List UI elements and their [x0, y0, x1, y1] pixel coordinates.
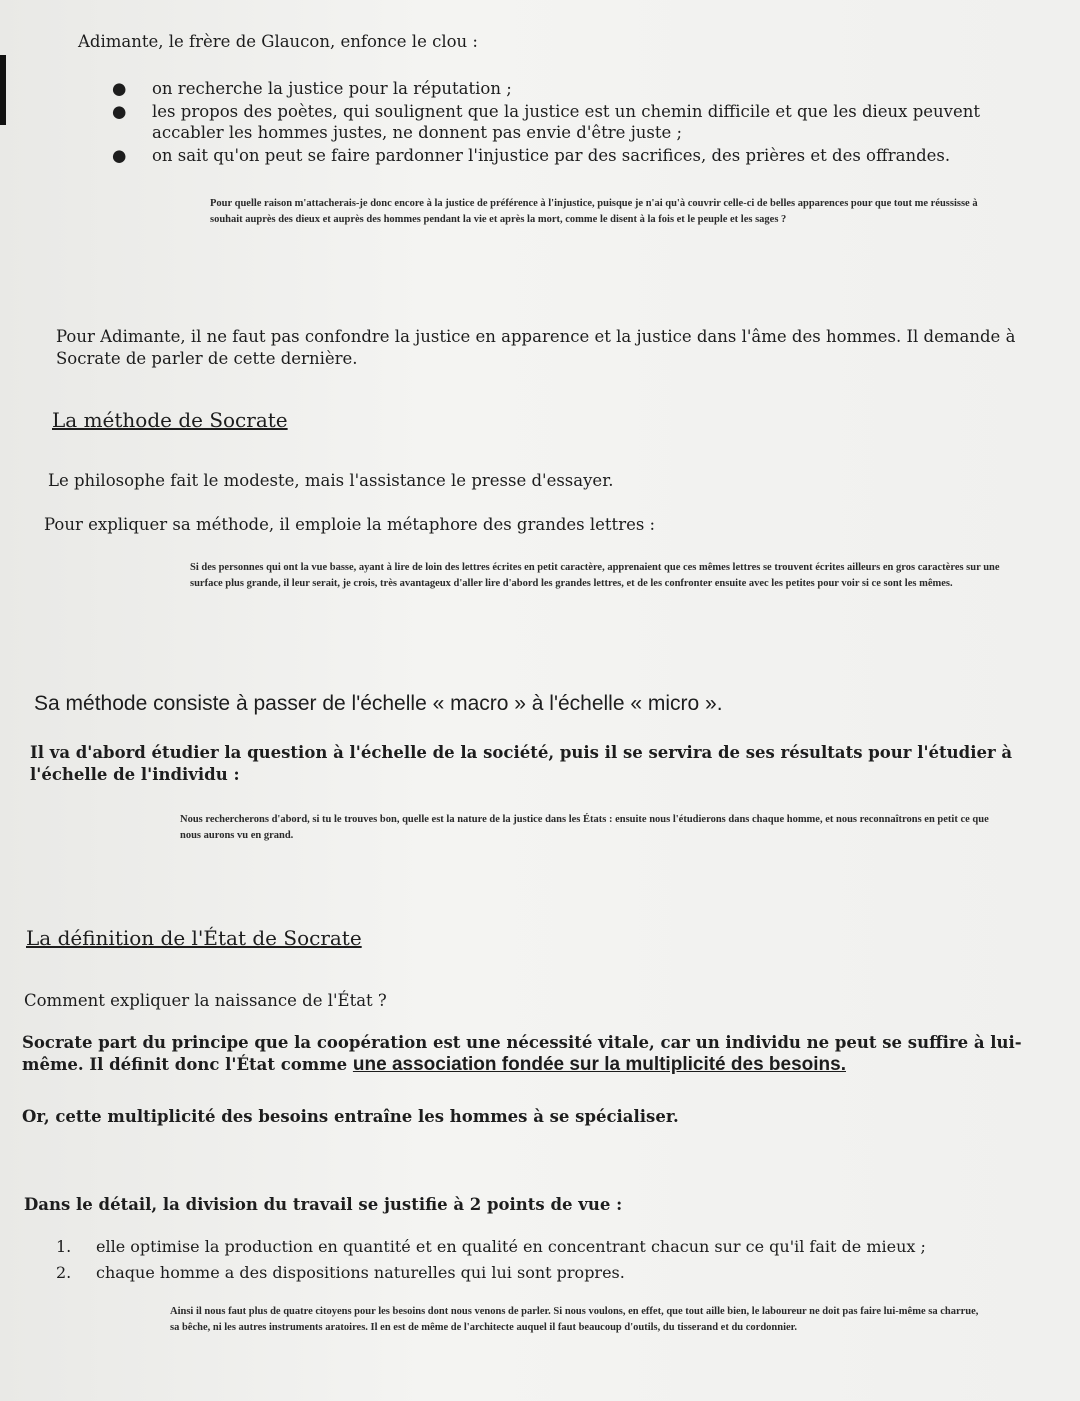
paragraph: Socrate part du principe que la coopération est une nécessité vitale, car un individu ne peut se suffire à lui-même. Il définit donc l'État comme une association fondée sur la multiplicité des besoins. — [22, 1033, 1022, 1075]
quote-block: Ainsi il nous faut plus de quatre citoyens pour les besoins dont nous venons de parler. Si nous voulons, en effet, que tout aille bien, le laboureur ne doit pas faire lui-même sa charrue, sa bêche, ni les autres instruments aratoires. Il en est de même de l'architecte auquel il faut beaucoup d'outils, du tisserand et du cordonnier. — [170, 1306, 979, 1333]
bullet-icon: ● — [112, 79, 127, 98]
list-item: ● les propos des poètes, qui soulignent que la justice est un chemin difficile et que les dieux peuvent accabler les hommes justes, ne donnent pas envie d'être juste ; — [112, 102, 981, 142]
quote-block: Pour quelle raison m'attacherais-je donc encore à la justice de préférence à l'injustice, puisque je n'ai qu'à couvrir celle-ci de belles apparences pour que tout me réussisse à souhait auprès des dieux et auprès des hommes pendant la vie et après la mort, comme le disent à la fois et le peuple et les sages ? — [210, 198, 978, 225]
paragraph: Pour Adimante, il ne faut pas confondre la justice en apparence et la justice dans l'âme des hommes. Il demande à Socrate de parler de cette dernière. — [56, 327, 1016, 368]
definition-underlined: une association fondée sur la multiplicité des besoins. — [352, 1054, 846, 1075]
section-heading: La définition de l'État de Socrate — [26, 926, 362, 950]
paragraph: Or, cette multiplicité des besoins entraîne les hommes à se spécialiser. — [22, 1107, 679, 1126]
paragraph: Le philosophe fait le modeste, mais l'assistance le presse d'essayer. — [48, 471, 614, 490]
quote-block: Si des personnes qui ont la vue basse, ayant à lire de loin des lettres écrites en petit caractère, apprenaient que ces mêmes lettres se trouvent écrites ailleurs en gros caractères sur une surface plus grande, il leur serait, je crois, très avantageux d'aller lire d'abord les grandes lettres, et de les confronter ensuite avec les petites pour voir si ce sont les mêmes. — [190, 562, 1000, 589]
paragraph: Comment expliquer la naissance de l'État ? — [24, 991, 387, 1010]
list-item: ● on sait qu'on peut se faire pardonner l'injustice par des sacrifices, des prières et des offrandes. — [112, 146, 951, 165]
intro-text: Adimante, le frère de Glaucon, enfonce le clou : — [78, 32, 478, 51]
bullet-icon: ● — [112, 146, 127, 165]
page-edge-shadow — [0, 55, 6, 125]
numbered-list — [56, 1234, 1036, 1286]
section-heading: La méthode de Socrate — [52, 408, 288, 432]
paragraph: Dans le détail, la division du travail se justifie à 2 points de vue : — [24, 1195, 623, 1214]
paragraph: Il va d'abord étudier la question à l'échelle de la société, puis il se servira de ses résultats pour l'étudier à l'échelle de l'individu : — [30, 743, 1013, 784]
quote-block: Nous rechercherons d'abord, si tu le trouves bon, quelle est la nature de la justice dans les États : ensuite nous l'étudierons dans chaque homme, et nous reconnaîtrons en petit ce que nous aurons vu en grand. — [180, 814, 989, 841]
paragraph: Sa méthode consiste à passer de l'échelle « macro » à l'échelle « micro ». — [34, 692, 723, 715]
list-item: 2. chaque homme a des dispositions naturelles qui lui sont propres. — [56, 1263, 625, 1282]
list-item: ● on recherche la justice pour la réputation ; — [112, 79, 512, 98]
bullet-icon: ● — [112, 102, 127, 121]
list-item: 1. elle optimise la production en quantité et en qualité en concentrant chacun sur ce qu'il fait de mieux ; — [56, 1237, 926, 1256]
bullet-list — [92, 78, 1032, 168]
paragraph: Pour expliquer sa méthode, il emploie la métaphore des grandes lettres : — [44, 515, 656, 534]
